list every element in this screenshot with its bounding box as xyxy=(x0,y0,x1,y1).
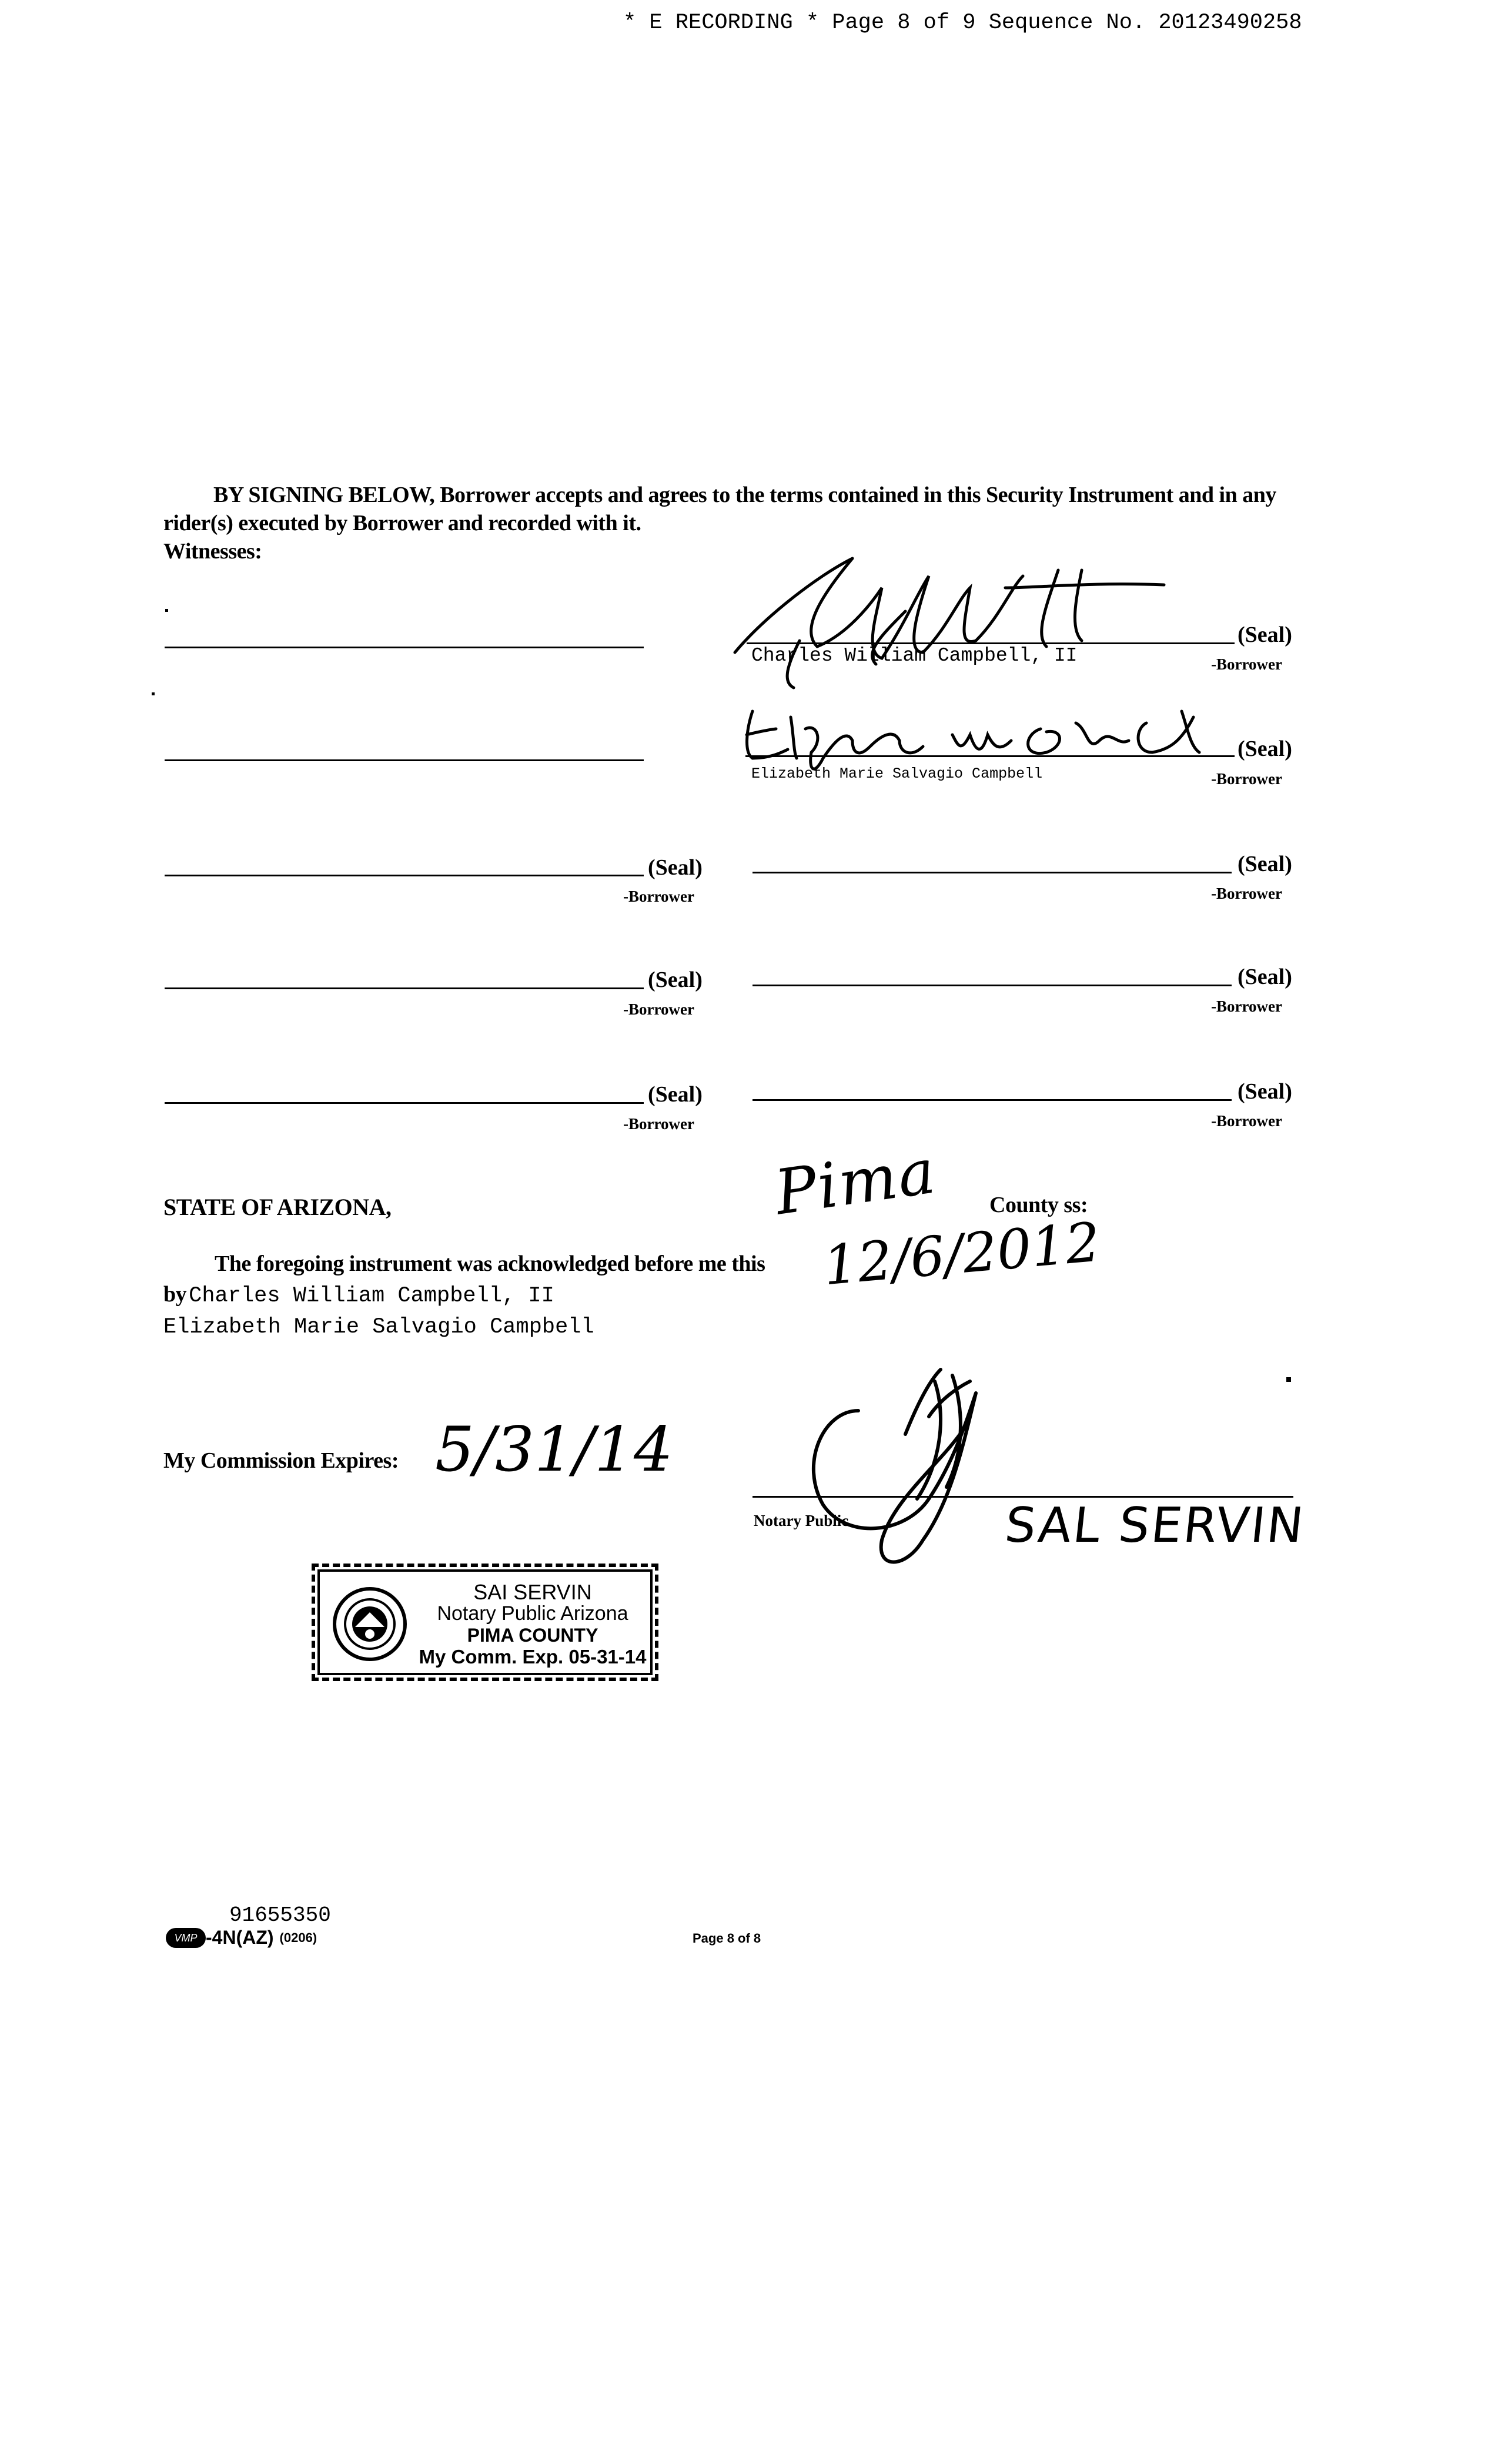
borrower2-seal-label: (Seal) xyxy=(1238,736,1292,761)
borrower1-borrower-label: -Borrower xyxy=(1211,655,1282,673)
commission-date-handwritten: 5/31/14 xyxy=(435,1414,673,1485)
borrower-label-left-1: -Borrower xyxy=(623,888,694,905)
form-code: -4N(AZ) xyxy=(206,1927,274,1948)
witnesses-label: Witnesses: xyxy=(163,539,262,564)
county-handwritten: Pima xyxy=(770,1135,941,1229)
notary-dot xyxy=(1286,1377,1291,1382)
borrower-line-left-1 xyxy=(165,875,644,876)
seal-left-3: (Seal) xyxy=(648,1082,703,1107)
borrower1-typed-name: Charles William Campbell, II xyxy=(751,645,1078,667)
stamp-name: SAI SERVIN xyxy=(473,1580,592,1604)
signer-line-2: Elizabeth Marie Salvagio Campbell xyxy=(163,1315,594,1340)
arizona-seal-icon xyxy=(332,1586,408,1662)
county-label: County ss: xyxy=(989,1193,1088,1217)
acknowledgment-date-handwritten: 12/6/2012 xyxy=(821,1210,1103,1298)
borrower-line-right-2 xyxy=(752,985,1232,986)
seal-left-1: (Seal) xyxy=(648,855,703,880)
seal-right-3: (Seal) xyxy=(1238,1079,1292,1104)
borrower2-borrower-label: -Borrower xyxy=(1211,770,1282,788)
form-date: (0206) xyxy=(279,1930,317,1945)
borrower-label-right-2: -Borrower xyxy=(1211,997,1282,1015)
seal-right-2: (Seal) xyxy=(1238,965,1292,989)
borrower1-signature xyxy=(729,553,1211,694)
commission-label: My Commission Expires: xyxy=(163,1448,399,1473)
borrower-label-right-3: -Borrower xyxy=(1211,1112,1282,1130)
stamp-county: PIMA COUNTY xyxy=(467,1625,598,1646)
borrower-line-left-2 xyxy=(165,987,644,989)
stamp-title: Notary Public Arizona xyxy=(437,1602,628,1625)
acknowledgment-text: The foregoing instrument was acknowledged before me this xyxy=(215,1251,765,1276)
witness-mark-1 xyxy=(165,609,168,612)
borrower-line-right-3 xyxy=(752,1099,1232,1101)
witness-line-2 xyxy=(165,759,644,761)
borrower2-signature-line xyxy=(745,755,1235,757)
borrower-label-left-3: -Borrower xyxy=(623,1115,694,1133)
notary-signature xyxy=(788,1346,1035,1593)
signing-statement-text: BY SIGNING BELOW, Borrower accepts and agrees to the terms contained in this Security Instrument and in any rider(s) executed by Borrower and recorded with it. xyxy=(163,483,1276,535)
signing-statement xyxy=(163,481,1298,537)
signer-name-1: Charles William Campbell, II xyxy=(189,1284,554,1308)
stamp-expiration: My Comm. Exp. 05-31-14 xyxy=(419,1646,647,1668)
state-label: STATE OF ARIZONA, xyxy=(163,1194,392,1220)
vmp-logo-icon: VMP xyxy=(166,1928,206,1948)
footer-form xyxy=(166,1927,317,1949)
by-label: by xyxy=(163,1282,187,1307)
borrower1-signature-line xyxy=(747,642,1235,644)
witness-mark-2 xyxy=(152,692,155,695)
footer-loan-number: 91655350 xyxy=(229,1903,331,1927)
seal-right-1: (Seal) xyxy=(1238,852,1292,876)
witness-line-1 xyxy=(165,647,644,648)
borrower-line-left-3 xyxy=(165,1102,644,1104)
recording-header: * E RECORDING * Page 8 of 9 Sequence No. 20123490258 xyxy=(623,11,1302,35)
signer-line-1 xyxy=(163,1280,594,1313)
footer-page-label: Page 8 of 8 xyxy=(693,1931,761,1946)
seal-left-2: (Seal) xyxy=(648,967,703,992)
acknowledgment-signers xyxy=(163,1280,594,1341)
notary-public-label: Notary Public xyxy=(754,1512,849,1529)
notary-stamp xyxy=(312,1564,658,1681)
borrower1-seal-label: (Seal) xyxy=(1238,622,1292,647)
notary-name-handwritten: SAL SERVIN xyxy=(1002,1498,1308,1554)
borrower-label-left-2: -Borrower xyxy=(623,1000,694,1018)
borrower-line-right-1 xyxy=(752,872,1232,873)
borrower-label-right-1: -Borrower xyxy=(1211,885,1282,902)
borrower2-typed-name: Elizabeth Marie Salvagio Campbell xyxy=(751,765,1043,782)
